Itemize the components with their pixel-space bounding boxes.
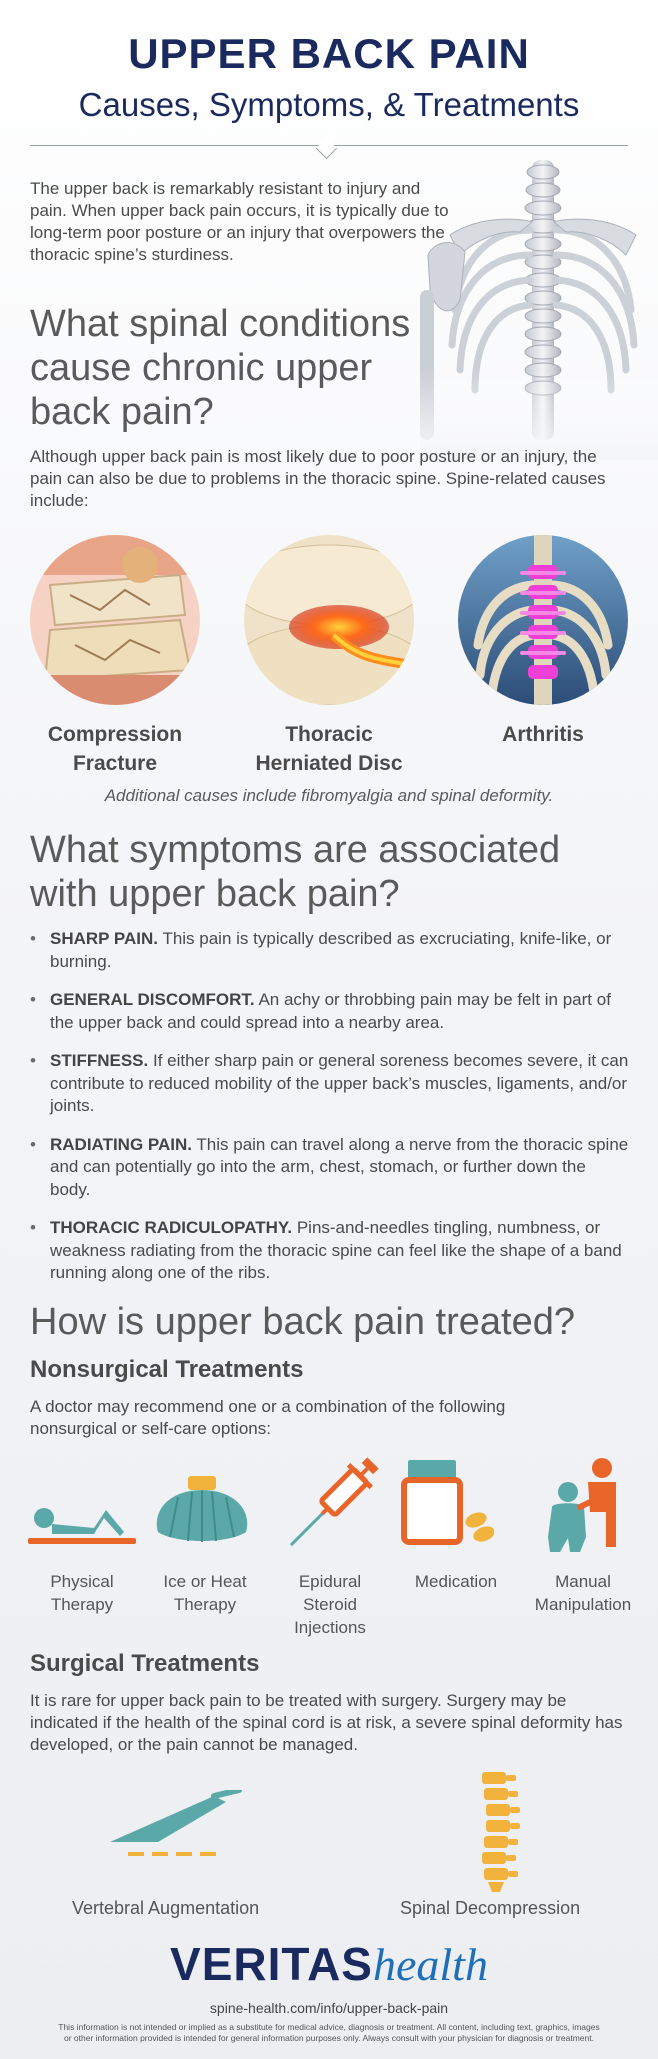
treatment-label-ice-heat: Ice or Heat Therapy: [163, 1572, 247, 1614]
treatment-heading: How is upper back pain treated?: [30, 1301, 575, 1343]
medication-icon: [398, 1452, 494, 1552]
condition-label-herniated-disc: Thoracic Herniated Disc: [255, 723, 403, 775]
treatment-label-epidural: Epidural Steroid Injections: [294, 1572, 366, 1637]
nonsurgical-heading: Nonsurgical Treatments: [30, 1356, 304, 1383]
additional-causes: Additional causes include fibromyalgia and spinal deformity.: [104, 786, 554, 805]
spinal-decompression-label: Spinal Decompression: [400, 1898, 581, 1918]
physical-therapy-icon: [24, 1452, 140, 1552]
condition-label-compression-fracture: Compression Fracture: [47, 723, 183, 775]
list-item: • STIFFNESS. If either sharp pain or general soreness becomes severe, it can contribute to reduced mobility of the upper back’s muscles, ligaments, and/or joints.: [30, 1050, 630, 1118]
condition-label-arthritis: Arthritis: [502, 723, 584, 746]
disclaimer: This information is not intended or implied as a substitute for medical advice, diagnosis or treatment. All content, including text, graphics, images or other information provided is intended for general information purposes only. Always consult with your physician for diagnosis or treatment.: [58, 2022, 600, 2043]
arthritis-image: [458, 535, 628, 705]
list-item: • SHARP PAIN. This pain is typically described as excruciating, knife-like, or burning.: [30, 928, 630, 973]
nonsurgical-text: A doctor may recommend one or a combination of the following nonsurgical or self-care options:: [30, 1397, 506, 1438]
source-url[interactable]: spine-health.com/info/upper-back-pain: [209, 2000, 449, 2016]
symptoms-heading: What symptoms are associated with upper back pain?: [30, 829, 561, 915]
scalpel-icon: [104, 1790, 244, 1860]
herniated-disc-image: [244, 535, 414, 705]
spine-icon: [470, 1770, 530, 1892]
surgical-heading: Surgical Treatments: [30, 1650, 260, 1677]
treatment-label-physical-therapy: Physical Therapy: [50, 1572, 114, 1614]
treatment-label-manual-manipulation: Manual Manipulation: [534, 1572, 632, 1614]
page-title: UPPER BACK PAIN: [128, 30, 530, 77]
vertebral-augmentation-label: Vertebral Augmentation: [72, 1898, 260, 1918]
ice-pack-icon: [148, 1452, 256, 1552]
manual-manipulation-icon: [540, 1452, 630, 1556]
list-item: • GENERAL DISCOMFORT. An achy or throbbing pain may be felt in part of the upper back and could spread into a nearby area.: [30, 989, 630, 1034]
intro-text: The upper back is remarkably resistant to injury and pain. When upper back pain occurs, it is typically due to long-term poor posture or an injury that overpowers the thoracic spine’s sturdiness.: [30, 179, 449, 264]
veritas-health-logo: VERITAShealth: [170, 1938, 488, 1990]
list-item: • THORACIC RADICULOPATHY. Pins-and-needles tingling, numbness, or weakness radiating from the thoracic spine can feel like the shape of a band running along one of the ribs.: [30, 1217, 630, 1285]
treatment-label-medication: Medication: [414, 1572, 498, 1591]
list-item: • RADIATING PAIN. This pain can travel along a nerve from the thoracic spine and can potentially go into the arm, chest, stomach, or further down the body.: [30, 1134, 630, 1202]
symptoms-list: [30, 928, 630, 1301]
syringe-icon: [284, 1452, 380, 1556]
surgical-text: It is rare for upper back pain to be treated with surgery. Surgery may be indicated if the health of the spinal cord is at risk, a severe spinal deformity has developed, or the pain cannot be managed.: [30, 1691, 623, 1754]
divider-notch: [316, 138, 337, 159]
page-subtitle: Causes, Symptoms, & Treatments: [78, 86, 580, 123]
conditions-heading: What spinal conditions cause chronic upper back pain?: [30, 303, 411, 433]
conditions-text: Although upper back pain is most likely due to poor posture or an injury, the pain can also be due to problems in the thoracic spine. Spine-related causes include:: [30, 447, 606, 510]
skeleton-illustration: [420, 160, 658, 460]
compression-fracture-image: [30, 535, 200, 705]
